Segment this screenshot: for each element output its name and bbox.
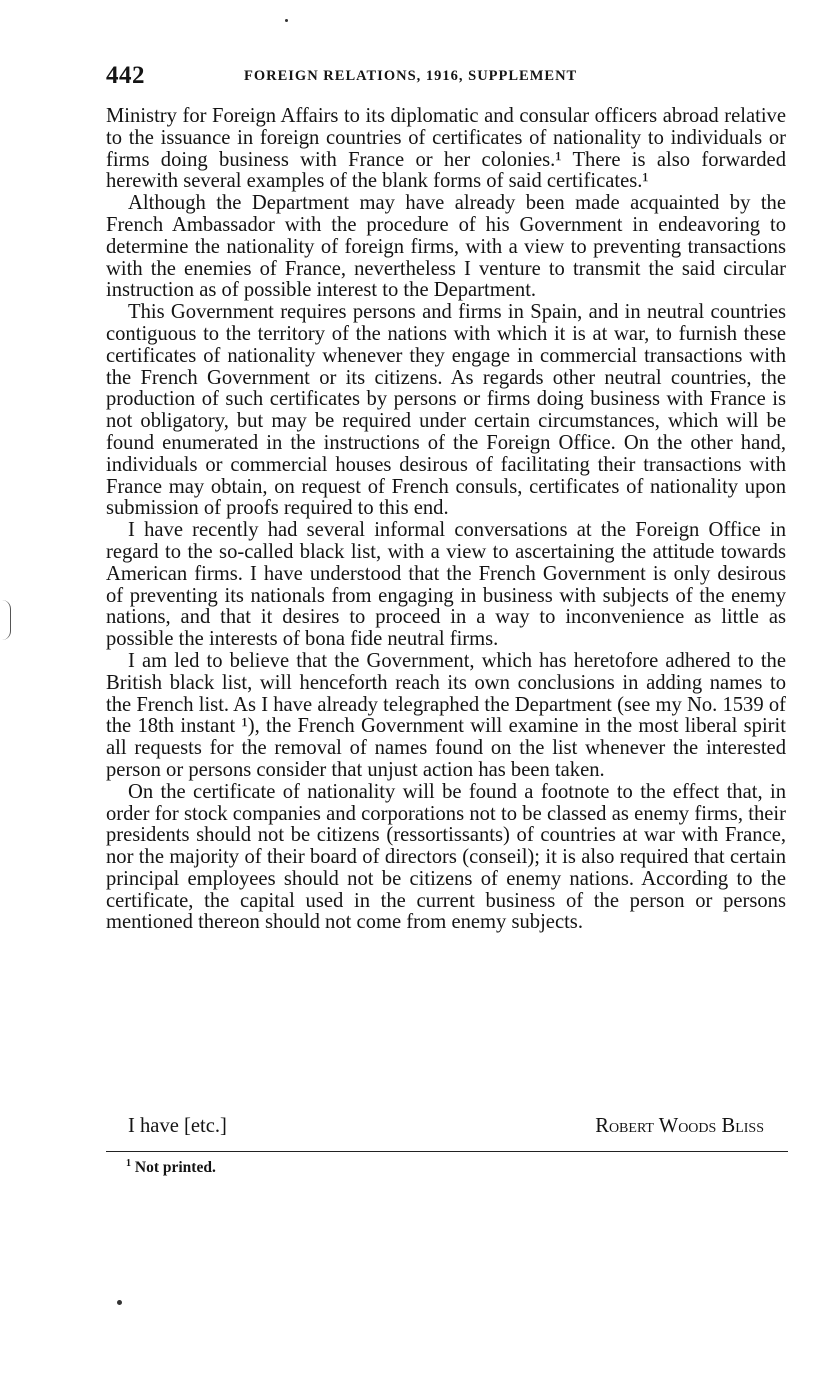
footnote (126, 1158, 216, 1177)
letter-body (106, 106, 786, 934)
paragraph-6: On the certificate of nationality will be found a footnote to the effect that, in order for stock companies and corporations not to be classed as enemy firms, their presidents should not be citizens (ressortissants) of countries at war with France, nor the majority of their board of directors (conseil); it is also required that certain principal employees should not be citizens of enemy nations. According to the certificate, the capital used in the current business of the person or persons mentioned thereon should not come from enemy subjects. (106, 780, 786, 934)
paragraph-2: Although the Department may have already been made acquainted by the French Ambassador with the procedure of his Government in endeavoring to determine the nationality of foreign firms, with a view to preventing transactions with the enemies of France, nevertheless I venture to transmit the said circular instruction as of possible interest to the Department. (106, 192, 786, 302)
running-head: FOREIGN RELATIONS, 1916, SUPPLEMENT (244, 68, 578, 84)
letter-closing (106, 1115, 786, 1139)
page-header (106, 62, 786, 94)
footnote-marker: 1 (126, 1158, 131, 1169)
paragraph-1: Ministry for Foreign Affairs to its diplomatic and consular officers abroad relative to the issuance in foreign countries of certificates of nationality to individuals or firms doing business with France or her colonies.¹ There is also forwarded herewith several examples of the blank forms of said certificates.¹ (106, 105, 786, 193)
paragraph-4: I have recently had several informal conversations at the Foreign Office in regard to the so-called black list, with a view to ascertaining the attitude towards American firms. I have understood that the French Government is only desirous of preventing its nationals from engaging in business with subjects of the enemy nations, and that it desires to proceed in a way to inconvenience as little as possible the interests of bona fide neutral firms. (106, 519, 786, 651)
print-speck (285, 19, 288, 22)
print-speck (117, 1300, 122, 1305)
margin-bracket-mark (2, 600, 11, 640)
closing-greeting: I have [etc.] (128, 1115, 227, 1137)
footnote-text: Not printed. (134, 1159, 216, 1177)
footnote-divider (106, 1151, 788, 1152)
paragraph-3: This Government requires persons and firms in Spain, and in neutral countries contiguous to the territory of the nations with which it is at war, to furnish these certificates of nationality whenever they engage in commercial transactions with the French Government or its citizens. As regards other neutral countries, the production of such certificates by persons or firms doing business with France is not obligatory, but may be required under certain circumstances, which will be found enumerated in the instructions of the Foreign Office. On the other hand, individuals or commercial houses desirous of facilitating their transactions with France may obtain, on request of French consuls, certificates of nationality upon submission of proofs required to this end. (106, 301, 786, 520)
page-number: 442 (106, 62, 145, 89)
signature: Robert Woods Bliss (595, 1115, 764, 1137)
paragraph-5: I am led to believe that the Government, which has heretofore adhered to the British black list, will henceforth reach its own conclusions in adding names to the French list. As I have already telegraphed the Department (see my No. 1539 of the 18th instant ¹), the French Government will examine in the most liberal spirit all requests for the removal of names found on the list whenever the interested person or persons consider that unjust action has been taken. (106, 649, 786, 781)
